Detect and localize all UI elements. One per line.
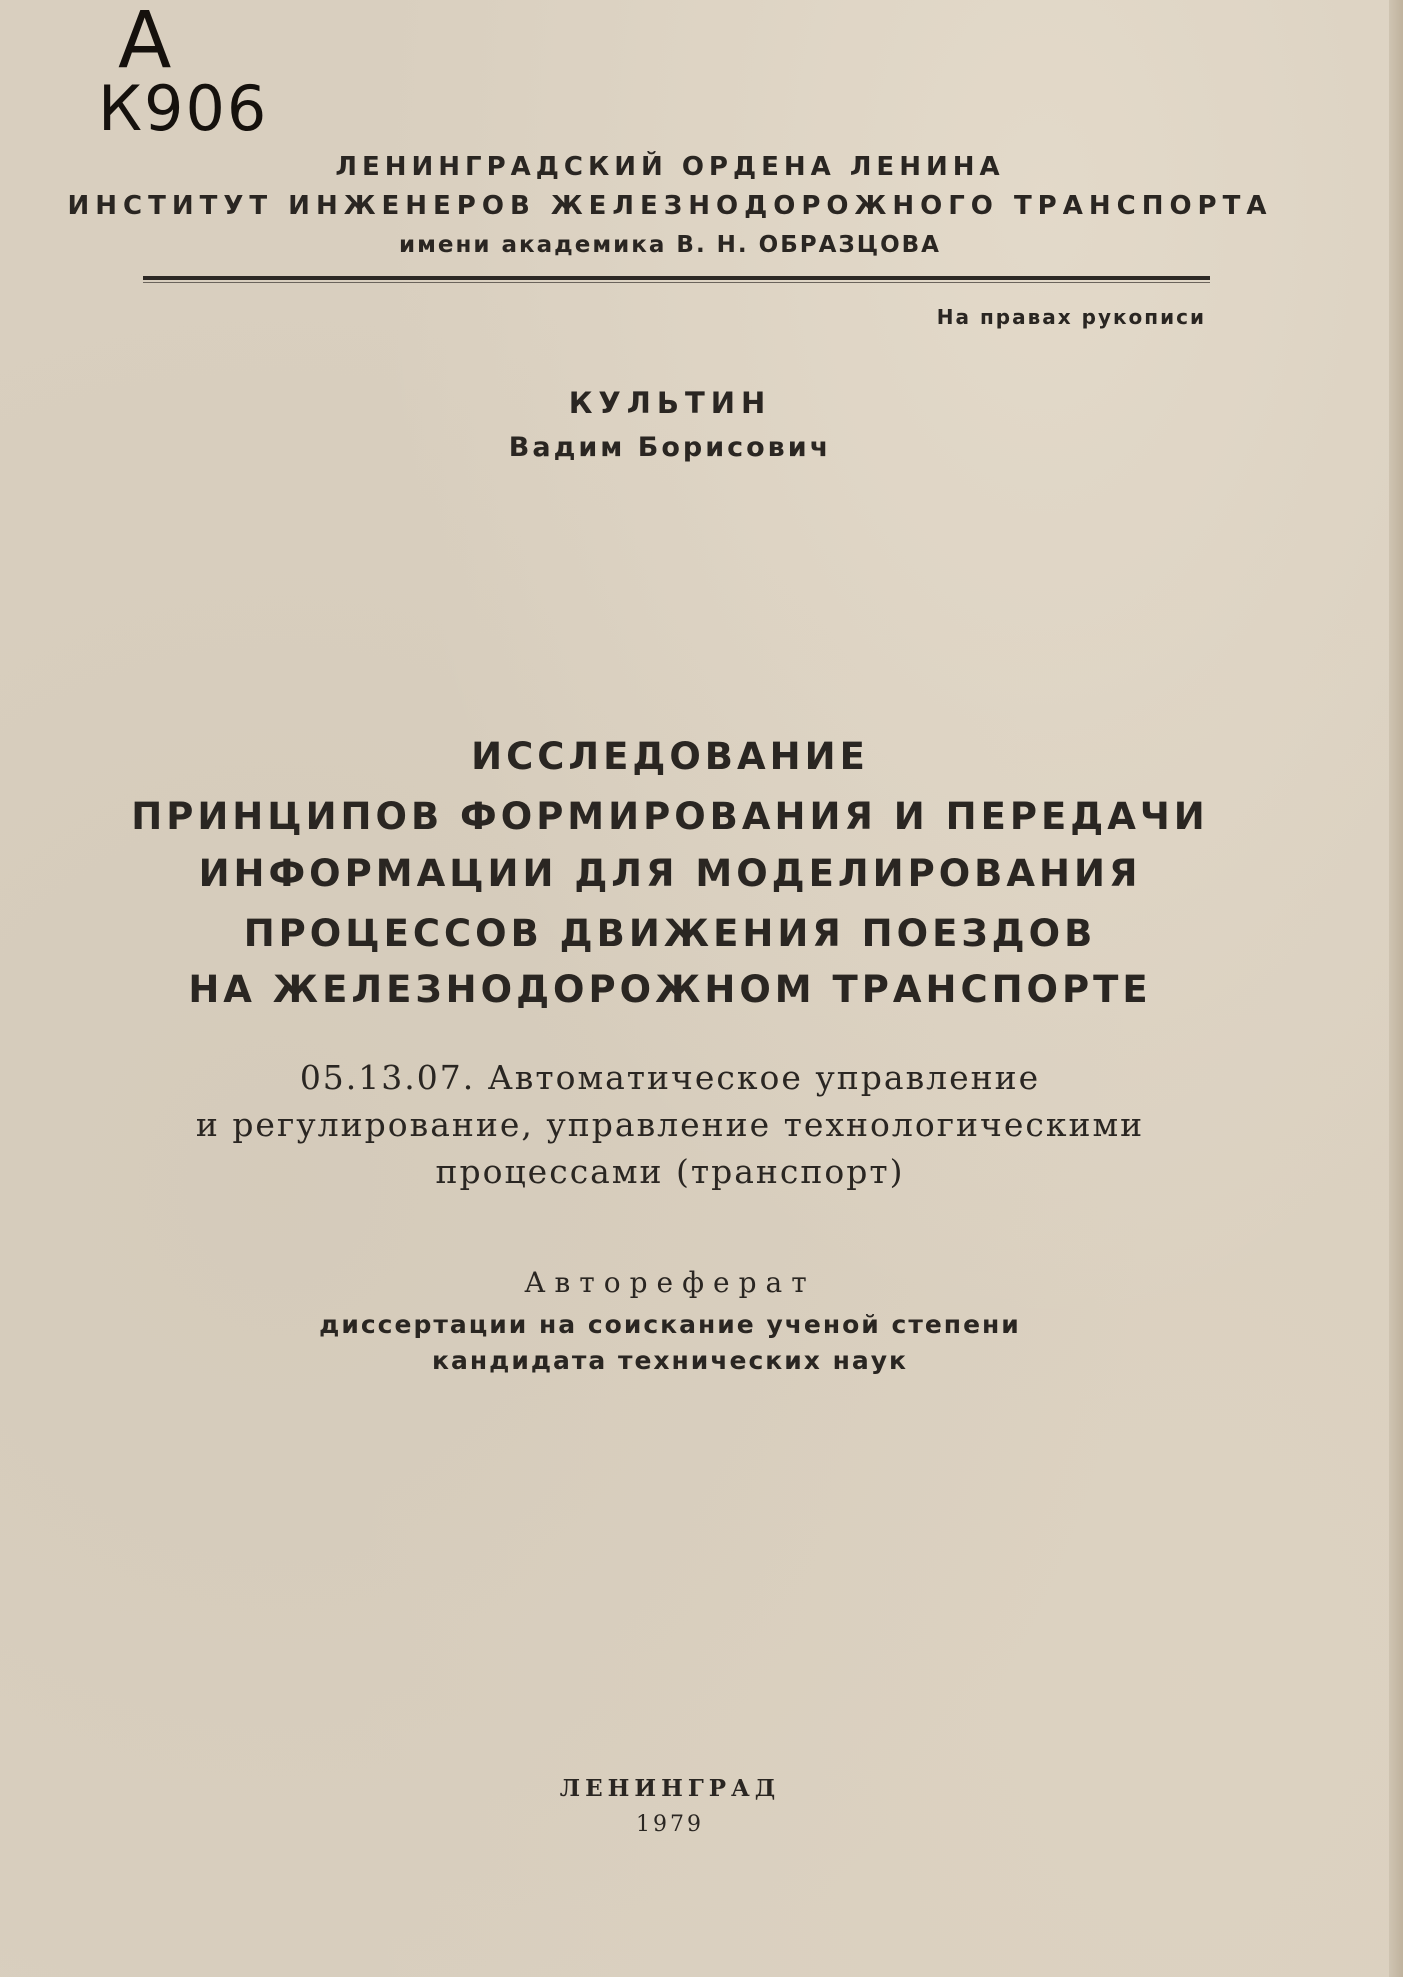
title-line: ИССЛЕДОВАНИЕ [471, 735, 869, 778]
specialty-line: 05.13.07. Автоматическое управление [299, 1058, 1041, 1097]
abstract-heading: Автореферат [524, 1266, 816, 1299]
institution-line-3: имени академика В. Н. ОБРАЗЦОВА [399, 232, 941, 258]
author-surname: КУЛЬТИН [568, 386, 772, 420]
header-divider-thin [143, 282, 1210, 283]
rights-note: На правах рукописи [936, 305, 1206, 329]
header-divider [143, 276, 1210, 280]
author-given-name: Вадим Борисович [508, 432, 832, 463]
abstract-line: диссертации на соискание ученой степени [319, 1310, 1021, 1339]
specialty-line: и регулирование, управление технологическими [195, 1105, 1145, 1144]
title-line: ИНФОРМАЦИИ ДЛЯ МОДЕЛИРОВАНИЯ [198, 852, 1142, 895]
publication-city: ЛЕНИНГРАД [559, 1775, 781, 1802]
publication-year: 1979 [636, 1812, 704, 1837]
title-line: НА ЖЕЛЕЗНОДОРОЖНОМ ТРАНСПОРТЕ [188, 968, 1152, 1011]
handwritten-letter: А [118, 0, 172, 86]
page-edge [1389, 0, 1403, 1977]
institution-line-2: ИНСТИТУТ ИНЖЕНЕРОВ ЖЕЛЕЗНОДОРОЖНОГО ТРАНСПОРТА [67, 191, 1273, 221]
handwritten-catalog-code: К906 [98, 72, 269, 145]
institution-line-1: ЛЕНИНГРАДСКИЙ ОРДЕНА ЛЕНИНА [335, 152, 1005, 182]
title-line: ПРОЦЕССОВ ДВИЖЕНИЯ ПОЕЗДОВ [243, 912, 1097, 955]
title-line: ПРИНЦИПОВ ФОРМИРОВАНИЯ И ПЕРЕДАЧИ [131, 795, 1209, 838]
specialty-line: процессами (транспорт) [435, 1152, 905, 1191]
abstract-line: кандидата технических наук [432, 1346, 908, 1375]
